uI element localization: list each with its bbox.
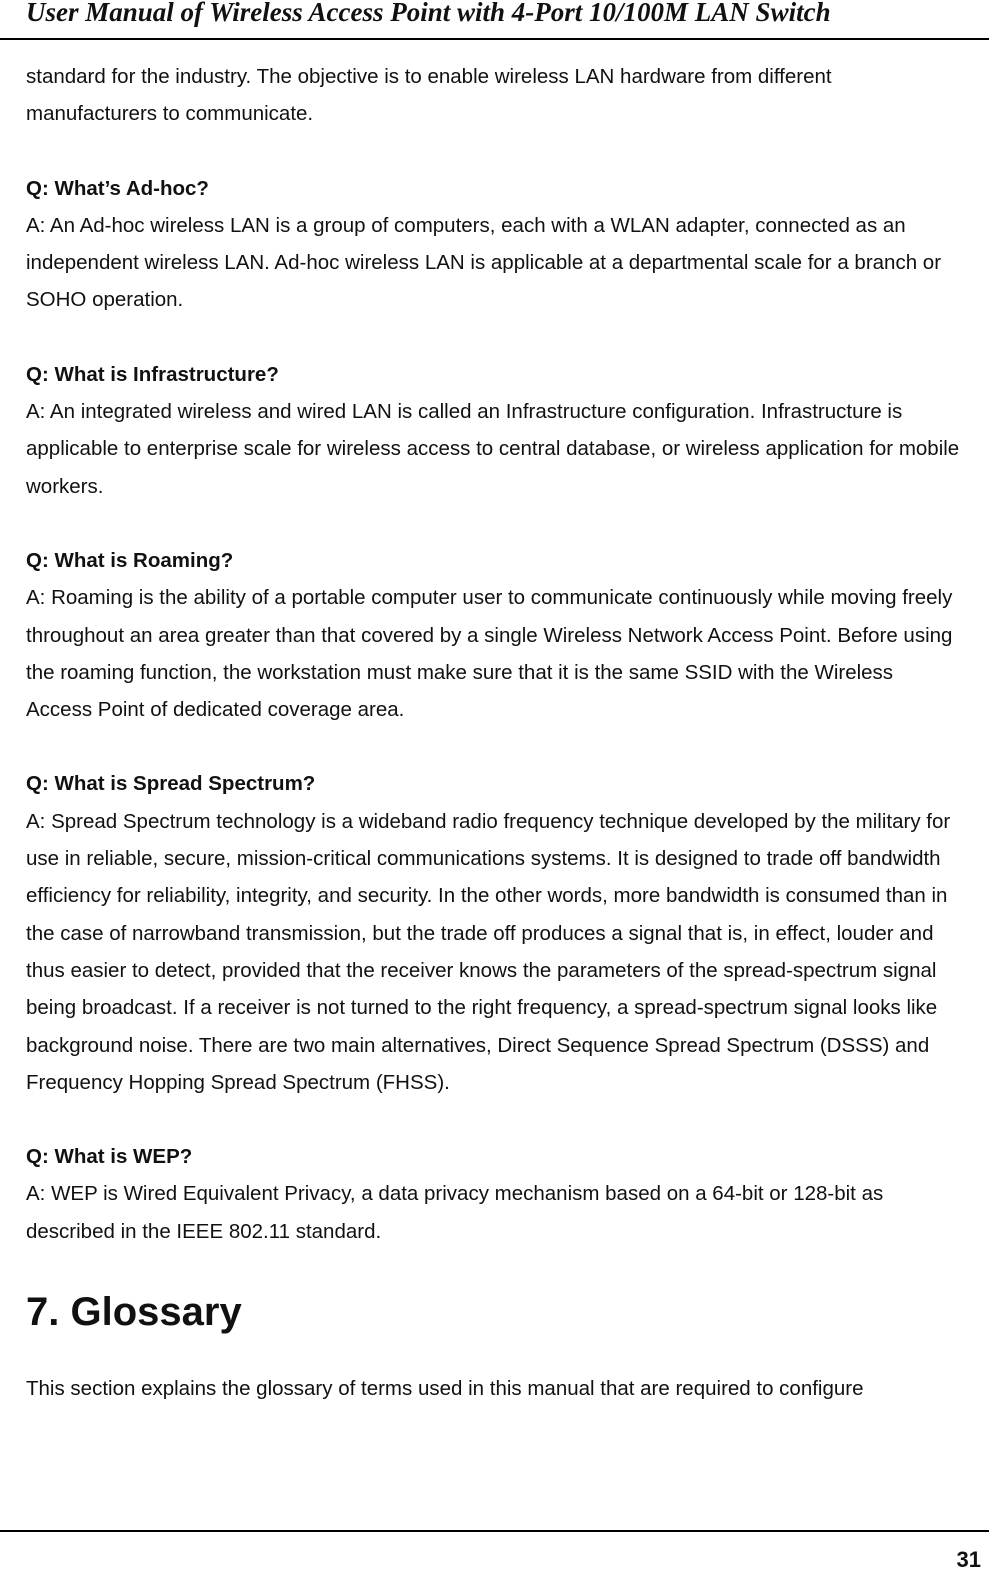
faq-question: Q: What is WEP? [26,1145,193,1169]
faq-item-ad-hoc [26,170,961,319]
footer-divider [0,1530,989,1532]
lead-paragraph: standard for the industry. The objective is to enable wireless LAN hardware from different manufacturers to communicate. [26,65,832,126]
faq-item-spread-spectrum [26,765,961,1101]
faq-answer: A: An Ad-hoc wireless LAN is a group of computers, each with a WLAN adapter, connected as an independent wireless LAN. Ad-hoc wireless LAN is applicable at a departmental scale for a branch or SOHO operation. [26,213,942,312]
page-number: 31 [956,1547,981,1572]
faq-question: Q: What is Infrastructure? [26,362,279,386]
page-content [26,58,961,1407]
faq-answer: A: An integrated wireless and wired LAN is called an Infrastructure configuration. Infrastructure is applicable to enterprise scale for wireless access to central database, or wireless application for mobile workers. [26,400,960,498]
faq-question: Q: What is Roaming? [26,548,234,572]
faq-item-roaming [26,542,961,728]
faq-answer: A: WEP is Wired Equivalent Privacy, a data privacy mechanism based on a 64-bit or 128-bit as described in the IEEE 802.11 standard. [26,1182,884,1243]
section-heading: 7. Glossary [26,1290,242,1335]
faq-item-infrastructure [26,356,961,505]
faq-item-wep [26,1138,961,1250]
faq-answer: A: Roaming is the ability of a portable computer user to communicate continuously while moving freely throughout an area greater than that covered by a single Wireless Network Access Point. Before using the roaming function, the workstation must make sure that it is the same SSID with the Wireless Access Point of dedicated coverage area. [26,586,953,722]
faq-answer: A: Spread Spectrum technology is a wideband radio frequency technique developed by the military for use in reliable, secure, mission-critical communications systems. It is designed to trade off bandwidth efficiency for reliability, integrity, and security. In the other words, more bandwidth is consumed than in the case of narrowband transmission, but the trade off produces a signal that is, in effect, louder and thus easier to detect, provided that the receiver knows the parameters of the spread-spectrum signal being broadcast. If a receiver is not turned to the right frequency, a spread-spectrum signal looks like background noise. There are two main alternatives, Direct Sequence Spread Spectrum (DSSS) and Frequency Hopping Spread Spectrum (FHSS). [26,809,951,1094]
faq-question: Q: What’s Ad-hoc? [26,176,209,200]
faq-question: Q: What is Spread Spectrum? [26,772,316,796]
header-divider [0,38,989,40]
section-intro: This section explains the glossary of terms used in this manual that are required to configure [26,1377,864,1401]
manual-header-title: User Manual of Wireless Access Point with 4-Port 10/100M LAN Switch [26,0,831,27]
